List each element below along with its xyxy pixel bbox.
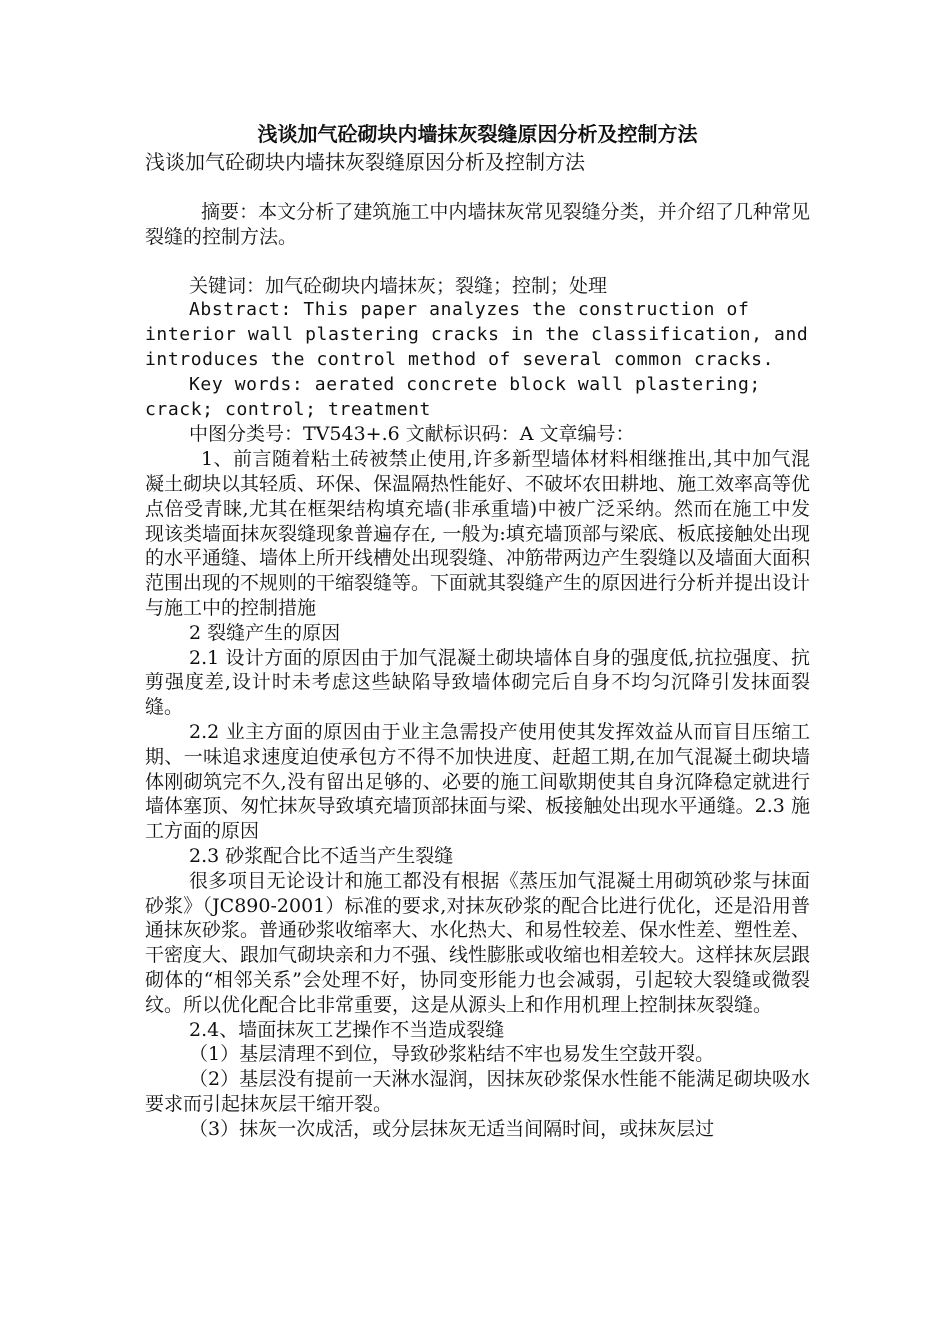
heading-2-3: 2.3 砂浆配合比不适当产生裂缝 bbox=[189, 844, 454, 867]
list-item-2: （2）基层没有提前一天淋水湿润，因抹灰砂浆保水性能不能满足砌块吸水要求而引起抹灰层干缩开裂。 bbox=[145, 1068, 810, 1115]
heading-2-4: 2.4、墙面抹灰工艺操作不当造成裂缝 bbox=[189, 1018, 505, 1041]
paragraph-introduction: 1、前言随着粘土砖被禁止使用,许多新型墙体材料相继推出,其中加气混凝土砌块以其轻质、环保、保温隔热性能好、不破坏农田耕地、施工效率高等优点倍受青睐,尤其在框架结构填充墙(非承重墙)中被广泛采纳。然而在施工中发现该类墙面抹灰裂缝现象普遍存在, 一般为:填充墙顶部与梁底、板底接触处出现的水平通缝、墙体上所开线槽处出现裂缝、冲筋带两边产生裂缝以及墙面大面积范围出现的不规则的干缩裂缝等。下面就其裂缝产生的原因进行分析并提出设计与施工中的控制措施 bbox=[145, 448, 811, 619]
paragraph-2-1: 2.1 设计方面的原因由于加气混凝土砌块墙体自身的强度低,抗拉强度、抗剪强度差,设计时未考虑这些缺陷导致墙体砌完后自身不均匀沉降引发抹面裂缝。 bbox=[145, 646, 810, 719]
document-body bbox=[145, 120, 810, 1141]
abstract-cn: 摘要：本文分析了建筑施工中内墙抹灰常见裂缝分类，并介绍了几种常见裂缝的控制方法。 bbox=[145, 201, 810, 248]
keywords-en: Key words: aerated concrete block wall plastering; crack; control; treatment bbox=[145, 373, 761, 420]
spacer bbox=[145, 250, 810, 274]
list-item-3: （3）抹灰一次成活，或分层抹灰无适当间隔时间，或抹灰层过 bbox=[189, 1117, 715, 1140]
document-subtitle: 浅谈加气砼砌块内墙抹灰裂缝原因分析及控制方法 bbox=[145, 150, 585, 174]
heading-section-2: 2 裂缝产生的原因 bbox=[189, 621, 341, 644]
document-title: 浅谈加气砼砌块内墙抹灰裂缝原因分析及控制方法 bbox=[257, 122, 698, 146]
classification-line: 中图分类号：TV543+.6 文献标识码：A 文章编号： bbox=[189, 423, 635, 446]
paragraph-2-3: 很多项目无论设计和施工都没有根据《蒸压加气混凝土用砌筑砂浆与抹面砂浆》（JC890-2001）标准的要求,对抹灰砂浆的配合比进行优化，还是沿用普通抹灰砂浆。普通砂浆收缩率大、水化热大、和易性较差、保水性差、塑性差、干密度大、跟加气砌块亲和力不强、线性膨胀或收缩也相差较大。这样抹灰层跟砌体的“相邻关系”会处理不好，协同变形能力也会减弱，引起较大裂缝或微裂纹。所以优化配合比非常重要，这是从源头上和作用机理上控制抹灰裂缝。 bbox=[145, 869, 811, 1016]
keywords-cn: 关键词：加气砼砌块内墙抹灰；裂缝；控制；处理 bbox=[189, 274, 608, 297]
spacer bbox=[145, 176, 810, 200]
list-item-1: （1）基层清理不到位，导致砂浆粘结不牢也易发生空鼓开裂。 bbox=[189, 1043, 715, 1066]
abstract-en: Abstract: This paper analyzes the construction of interior wall plastering cracks in the classification, and introduces the control method of several common cracks. bbox=[145, 299, 809, 370]
paragraph-2-2: 2.2 业主方面的原因由于业主急需投产使用使其发挥效益从而盲目压缩工期、一味追求速度迫使承包方不得不加快进度、赶超工期,在加气混凝土砌块墙体刚砌筑完不久,没有留出足够的、必要的施工间歇期使其自身沉降稳定就进行墙体塞顶、匆忙抹灰导致填充墙顶部抹面与梁、板接触处出现水平通缝。2.3 施工方面的原因 bbox=[145, 720, 810, 843]
